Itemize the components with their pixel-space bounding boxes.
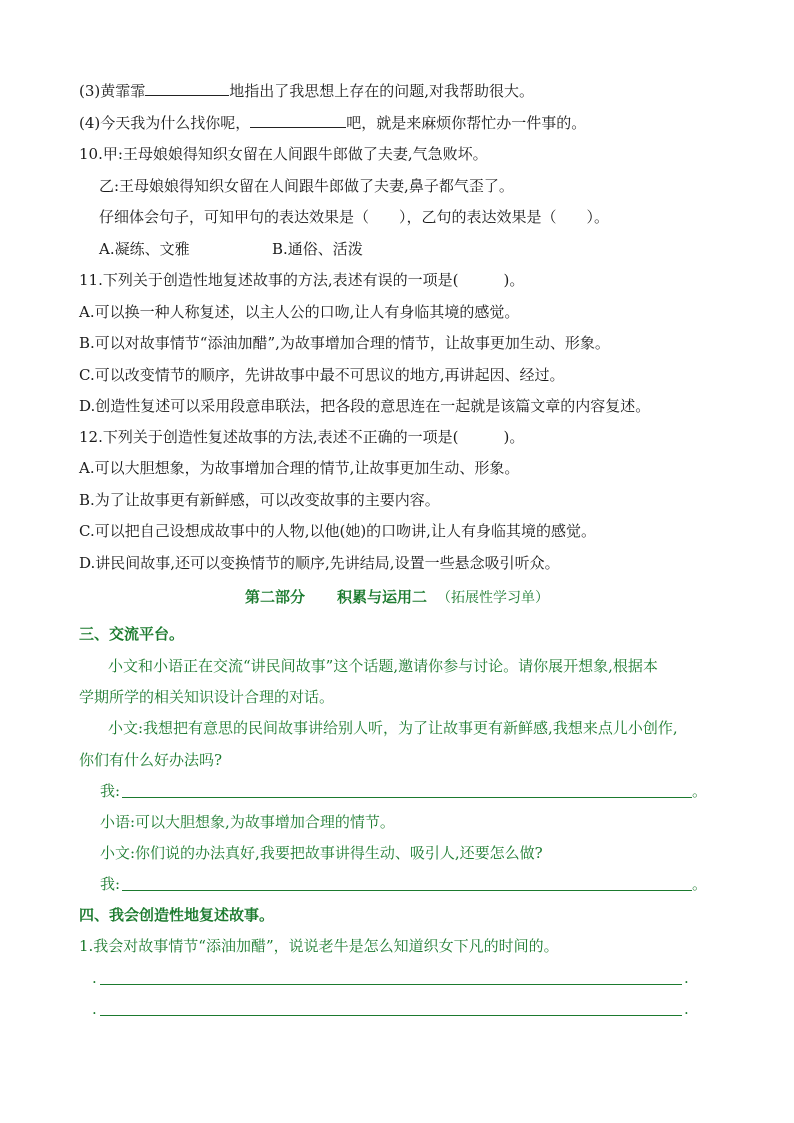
q12-option-d: D.讲民间故事,还可以变换情节的顺序,先讲结局,设置一些悬念吸引听众。 (79, 554, 560, 572)
me-label-2: 我: (100, 875, 121, 893)
me-label-1: 我: (100, 782, 121, 800)
q10-sentence-a: 10.甲:王母娘娘得知织女留在人间跟牛郎做了夫妻,气急败坏。 (79, 145, 488, 163)
q4-line (79, 113, 586, 133)
xiaoyu-line: 小语:可以大胆想象,为故事增加合理的情节。 (100, 813, 395, 831)
q4-blank[interactable] (250, 113, 346, 128)
q4-prefix: (4)今天我为什么找你呢， (79, 114, 251, 132)
answer-line-4[interactable] (100, 1015, 682, 1016)
answer-dot-3: . (92, 969, 97, 987)
sec3-intro-line2: 学期所学的相关知识设计合理的对话。 (79, 688, 335, 706)
answer-end-3: . (684, 969, 689, 987)
answer-dot-4: . (92, 1000, 97, 1018)
xiaowen-line2: 你们有什么好办法吗? (79, 751, 223, 769)
q10-sentence-b: 乙:王母娘娘得知织女留在人间跟牛郎做了夫妻,鼻子都气歪了。 (99, 177, 514, 195)
xiaowen-line3: 小文:你们说的办法真好,我要把故事讲得生动、吸引人,还要怎么做? (100, 844, 543, 862)
answer-end-2: 。 (692, 875, 708, 893)
q12-option-a: A.可以大胆想象，为故事增加合理的情节,让故事更加生动、形象。 (79, 459, 520, 477)
answer-line-1[interactable] (122, 797, 692, 798)
part2-title-name: 积累与运用二 (337, 588, 428, 606)
q4-suffix: 吧，就是来麻烦你帮忙办一件事的。 (346, 114, 587, 132)
sec3-heading: 三、交流平台。 (79, 625, 185, 643)
sec4-heading: 四、我会创造性地复述故事。 (79, 906, 275, 924)
part2-title (0, 587, 794, 608)
sec3-intro-line1: 小文和小语正在交流“讲民间故事”这个话题,邀请你参与讨论。请你展开想象,根据本 (108, 657, 658, 675)
q10-question: 仔细体会句子，可知甲句的表达效果是（ ），乙句的表达效果是（ ）。 (99, 208, 610, 226)
sec4-q1: 1.我会对故事情节“添油加醋”，说说老牛是怎么知道织女下凡的时间的。 (79, 937, 559, 955)
xiaowen-line1: 小文:我想把有意思的民间故事讲给别人听，为了让故事更有新鲜感,我想来点儿小创作, (108, 719, 678, 737)
answer-line-3[interactable] (100, 984, 682, 985)
q11-option-d: D.创造性复述可以采用段意串联法，把各段的意思连在一起就是该篇文章的内容复述。 (79, 397, 651, 415)
part2-title-part: 第二部分 (244, 588, 305, 606)
q11-option-a: A.可以换一种人称复述，以主人公的口吻,让人有身临其境的感觉。 (79, 303, 520, 321)
q10-option-b: B.通俗、活泼 (272, 240, 363, 258)
q12-option-c: C.可以把自己设想成故事中的人物,以他(她)的口吻讲,让人有身临其境的感觉。 (79, 522, 596, 540)
q12-stem: 12.下列关于创造性复述故事的方法,表述不正确的一项是( )。 (79, 428, 525, 446)
answer-end-4: . (684, 1000, 689, 1018)
q3-prefix: (3)黄霏霏 (79, 82, 146, 100)
q3-blank[interactable] (145, 81, 229, 96)
q3-line (79, 81, 534, 101)
answer-line-2[interactable] (122, 890, 692, 891)
q11-option-c: C.可以改变情节的顺序，先讲故事中最不可思议的地方,再讲起因、经过。 (79, 366, 565, 384)
q3-suffix: 地指出了我思想上存在的问题,对我帮助很大。 (229, 82, 535, 100)
q11-stem: 11.下列关于创造性地复述故事的方法,表述有误的一项是( )。 (79, 271, 525, 289)
part2-subtitle: （拓展性学习单） (437, 590, 550, 606)
q12-option-b: B.为了让故事更有新鲜感，可以改变故事的主要内容。 (79, 491, 440, 509)
q10-option-a: A.凝练、文雅 (99, 240, 190, 258)
answer-end-1: 。 (692, 782, 708, 800)
q11-option-b: B.可以对故事情节“添油加醋”,为故事增加合理的情节，让故事更加生动、形象。 (79, 334, 610, 352)
